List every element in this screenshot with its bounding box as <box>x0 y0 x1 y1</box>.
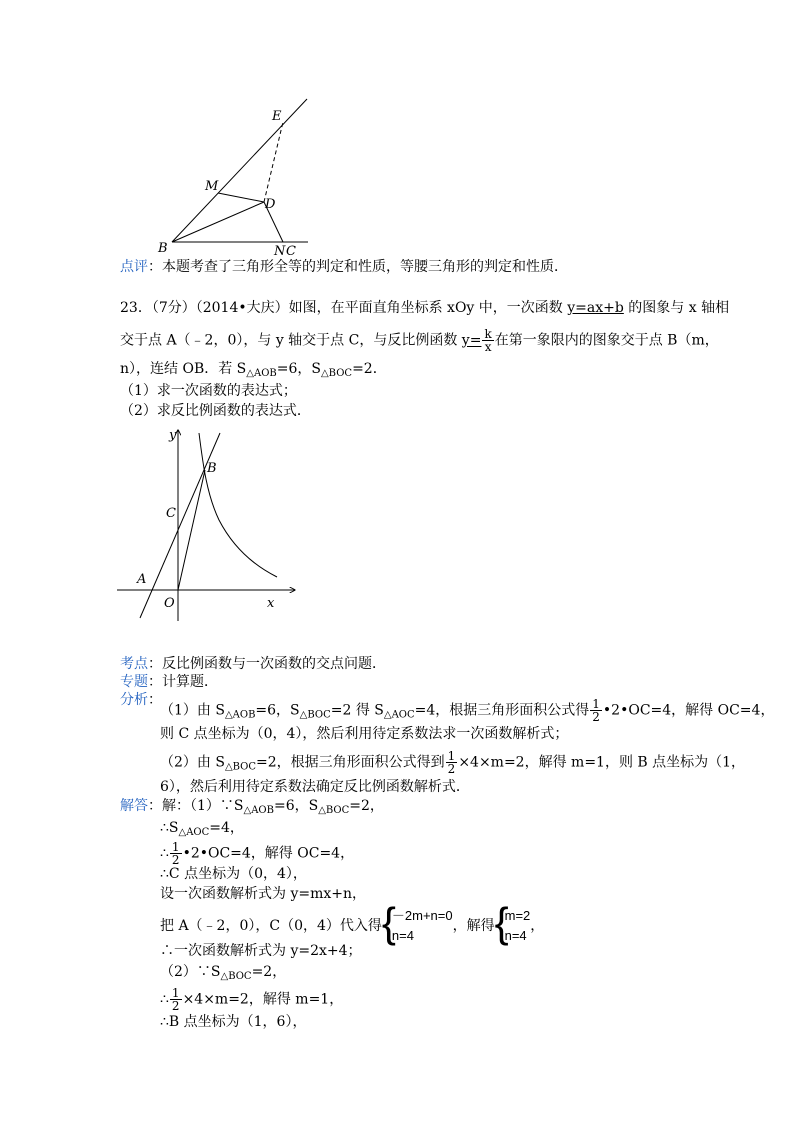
kaodian-tag: 考点 <box>120 656 148 672</box>
label-b: B <box>158 241 168 256</box>
solution-system <box>494 899 531 946</box>
t: ×4×m=2，解得 m=1，则 B 点坐标为（1， <box>458 754 746 771</box>
brace-icon: { <box>494 899 509 946</box>
jieda-line-4: ∴C 点坐标为（0，4）， <box>160 866 307 882</box>
kaodian-text: ：反比例函数与一次函数的交点问题． <box>148 656 386 672</box>
q23-fraction-k-x <box>482 328 493 353</box>
brace-icon: { <box>381 899 396 946</box>
review-tag: 点评 <box>120 259 148 275</box>
fraction-one-half <box>446 750 458 775</box>
label-n: N <box>274 244 286 258</box>
label-o: O <box>164 596 175 611</box>
zhuanti-line <box>120 672 218 692</box>
zhuanti-text: ：计算题． <box>148 674 218 690</box>
q23-text: n），连结 OB．若 S <box>120 361 247 377</box>
eq-row: n=4 <box>504 928 527 943</box>
t: ∴ <box>160 845 169 862</box>
label-c: C <box>286 244 296 258</box>
sub: △BOC <box>318 805 350 816</box>
t: ∴ <box>160 991 169 1008</box>
fenxi-line-1 <box>160 698 774 726</box>
jieda-line-3 <box>160 841 354 866</box>
t: 把 A（﹣2，0），C（0，4）代入得 <box>160 918 382 934</box>
review-text: ：本题考查了三角形全等的判定和性质，等腰三角形的判定和性质． <box>148 259 568 275</box>
sub: △BOC <box>220 971 252 982</box>
sub: △AOB <box>224 709 256 721</box>
t: =6，S <box>255 702 300 719</box>
jieda-line-6 <box>160 899 545 946</box>
label-y: y <box>169 428 177 443</box>
t: •2•OC=4，解得 OC=4， <box>182 845 355 862</box>
q23-part-2: （2）求反比例函数的表达式． <box>120 403 311 419</box>
q23-linear-formula: y=ax+b <box>567 300 624 316</box>
t: =2 得 S <box>330 702 384 719</box>
figure-triangle <box>150 92 320 258</box>
equation-system <box>381 899 453 946</box>
fraction-one-half <box>590 698 602 723</box>
q23-text: 在第一象限内的图象交于点 B（m， <box>494 332 719 349</box>
q23-text: =6，S <box>276 361 321 377</box>
t: ∴S <box>160 820 179 836</box>
frac-den: 2 <box>171 853 180 867</box>
fenxi-line-2: 则 C 点坐标为（0，4），然后利用待定系数法求一次函数解析式； <box>160 726 569 742</box>
fenxi-tag: 分析 <box>120 692 148 708</box>
t: =4， <box>209 820 244 836</box>
frac-num: 1 <box>171 840 180 854</box>
q23-line-2 <box>120 328 719 353</box>
sub: △BOC <box>224 761 257 773</box>
frac-den: 2 <box>592 710 600 724</box>
label-a: A <box>137 572 147 587</box>
sub: △BOC <box>320 368 353 379</box>
frac-num: 1 <box>447 749 456 763</box>
fenxi-line-4: 6），然后利用待定系数法确定反比例函数解析式． <box>160 779 470 795</box>
t: ：解：（1）∵S <box>148 798 244 814</box>
line-b-e <box>172 99 307 242</box>
eq-row: m=2 <box>504 908 531 923</box>
t: •2•OC=4，解得 OC=4， <box>602 702 775 719</box>
line-b-d <box>172 202 264 242</box>
q23-text: =2． <box>352 361 387 377</box>
eq-row: n=4 <box>391 928 414 943</box>
label-d: D <box>265 197 276 212</box>
label-e: E <box>272 109 282 124</box>
sub: △AOB <box>243 805 274 816</box>
q23-text: 交于点 A（﹣2，0），与 y 轴交于点 C，与反比例函数 <box>120 332 462 349</box>
fenxi-sep: ： <box>148 692 162 708</box>
jieda-tag: 解答 <box>120 798 148 814</box>
frac-num: 1 <box>171 986 180 1000</box>
review-line <box>120 257 568 277</box>
frac-den: x <box>484 340 492 354</box>
t: ×4×m=2，解得 m=1， <box>182 991 344 1008</box>
fraction-one-half <box>170 841 182 866</box>
frac-den: 2 <box>447 762 456 776</box>
sub: △AOC <box>178 827 210 838</box>
figure-coordinate-graph <box>115 425 300 625</box>
jieda-line-7: ∴一次函数解析式为 y=2x+4； <box>160 943 362 959</box>
fraction-one-half <box>170 987 182 1012</box>
eq-row: －2m+n=0 <box>391 908 453 923</box>
t: =6，S <box>273 798 319 814</box>
q23-text: 23．（7分）（2014•大庆）如图，在平面直角坐标系 xOy 中，一次函数 <box>120 300 568 316</box>
sub: △AOC <box>383 709 415 721</box>
fenxi-line-3 <box>160 750 745 778</box>
t: （2）∵S <box>160 964 221 980</box>
t: =2， <box>349 798 384 814</box>
label-m: M <box>205 179 219 194</box>
jieda-line-5: 设一次函数解析式为 y=mx+n， <box>160 886 367 902</box>
t: （2）由 S <box>160 754 225 771</box>
jieda-line-8 <box>160 962 286 987</box>
t: （1）由 S <box>160 702 225 719</box>
jieda-line-9 <box>160 987 343 1012</box>
t: =2， <box>251 964 287 980</box>
label-b: B <box>207 461 217 476</box>
q23-line-1 <box>120 298 729 318</box>
sub: △AOB <box>246 368 277 379</box>
label-c: C <box>166 506 176 521</box>
segment-o-b <box>178 470 205 590</box>
frac-num: k <box>484 327 492 341</box>
jieda-line-10: ∴B 点坐标为（1，6）， <box>160 1014 307 1030</box>
q23-part-1: （1）求一次函数的表达式； <box>120 383 297 399</box>
sub: △BOC <box>299 709 331 721</box>
t: =4，根据三角形面积公式得 <box>414 702 590 719</box>
frac-num: 1 <box>592 697 600 711</box>
t: =2，根据三角形面积公式得到 <box>256 754 445 771</box>
line-m-d <box>218 193 264 202</box>
q23-text: 的图象与 x 轴相 <box>623 300 730 316</box>
label-x: x <box>267 596 275 611</box>
t: ，解得 <box>452 918 495 934</box>
fenxi-tag-line <box>120 690 162 710</box>
t: ， <box>530 918 545 934</box>
frac-den: 2 <box>171 999 180 1013</box>
q23-inverse-formula: y= <box>461 332 482 349</box>
zhuanti-tag: 专题 <box>120 674 148 690</box>
kaodian-line <box>120 654 386 674</box>
